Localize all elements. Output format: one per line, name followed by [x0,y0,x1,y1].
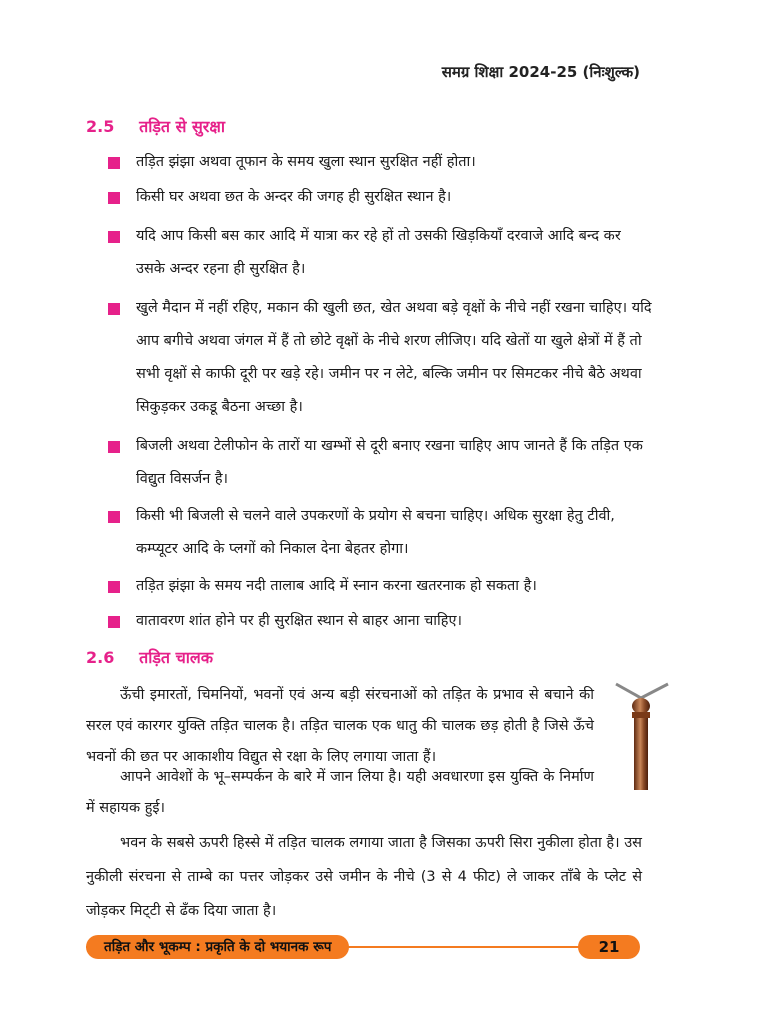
list-item: तड़ित झंझा अथवा तूफान के समय खुला स्थान सुरक्षित नहीं होता। [104,146,654,179]
bullet-square-icon [108,511,120,523]
paragraph: आपने आवेशों के भू–सम्पर्कन के बारे में जान लिया है। यही अवधारणा इस युक्ति के निर्माण में सहायक हुई। [86,769,594,816]
section-heading-2-5 [86,115,225,137]
safety-bullet-list [104,146,654,638]
list-item: तड़ित झंझा के समय नदी तालाब आदि में स्नान करना खतरनाक हो सकता है। [104,570,654,603]
paragraph: भवन के सबसे ऊपरी हिस्से में तड़ित चालक लगाया जाता है जिसका ऊपरी सिरा नुकीला होता है। उस नुकीली संरचना से ताम्बे का पत्तर जोड़कर उसे जमीन के नीचे (3 से 4 फीट) ले जाकर ताँबे के प्लेट से जोड़कर मिट्‌टी से ढँक दिया जाता है। [86,835,642,919]
section-title: तड़ित से सुरक्षा [139,117,225,136]
list-item: किसी घर अथवा छत के अन्दर की जगह ही सुरक्षित स्थान है। [104,181,654,214]
bullet-square-icon [108,616,120,628]
list-item: यदि आप किसी बस कार आदि में यात्रा कर रहे हों तो उसकी खिड़कियाँ दरवाजे आदि बन्द कर उसके अन्दर रहना ही सुरक्षित है। [104,220,654,286]
list-item: बिजली अथवा टेलीफोन के तारों या खम्भों से दूरी बनाए रखना चाहिए आप जानते हैं कि तड़ित एक विद्युत विसर्जन है। [104,430,654,496]
lightning-conductor-image [602,666,684,790]
bullet-square-icon [108,157,120,169]
running-header: समग्र शिक्षा 2024-25 (निःशुल्क) [441,63,640,81]
bullet-square-icon [108,192,120,204]
bullet-square-icon [108,231,120,243]
bullet-square-icon [108,441,120,453]
bullet-square-icon [108,581,120,593]
bullet-square-icon [108,303,120,315]
list-item: किसी भी बिजली से चलने वाले उपकरणों के प्रयोग से बचना चाहिए। अधिक सुरक्षा हेतु टीवी, कम्प्यूटर आदि के प्लगों को निकाल देना बेहतर होगा। [104,500,654,566]
section-number: 2.5 [86,117,115,136]
list-item: वातावरण शांत होने पर ही सुरक्षित स्थान से बाहर आना चाहिए। [104,605,654,638]
page-number: 21 [578,935,640,959]
footer-chapter-title: तड़ित और भूकम्प : प्रकृति के दो भयानक रूप [86,935,349,959]
section-number: 2.6 [86,648,115,667]
section-heading-2-6 [86,646,213,668]
paragraph: ऊँची इमारतों, चिमनियों, भवनों एवं अन्य बड़ी संरचनाओं को तड़ित के प्रभाव से बचाने की सरल एवं कारगर युक्ति तड़ित चालक है। तड़ित चालक एक धातु की चालक छड़ होती है जिसे ऊँचे भवनों की छत पर आकाशीय विद्युत से रक्षा के लिए लगाया जाता हैं। [86,687,594,765]
section-title: तड़ित चालक [139,648,214,667]
list-item: खुले मैदान में नहीं रहिए, मकान की खुली छत, खेत अथवा बड़े वृक्षों के नीचे नहीं रखना चाहिए। यदि आप बगीचे अथवा जंगल में हैं तो छोटे वृक्षों के नीचे शरण लीजिए। यदि खेतों या खुले क्षेत्रों में हैं तो सभी वृक्षों से काफी दूरी पर खड़े रहे। जमीन पर न लेटे, बल्कि जमीन पर सिमटकर नीचे बैठे अथवा सिकुड़कर उकडू बैठना अच्छा है। [104,292,654,424]
